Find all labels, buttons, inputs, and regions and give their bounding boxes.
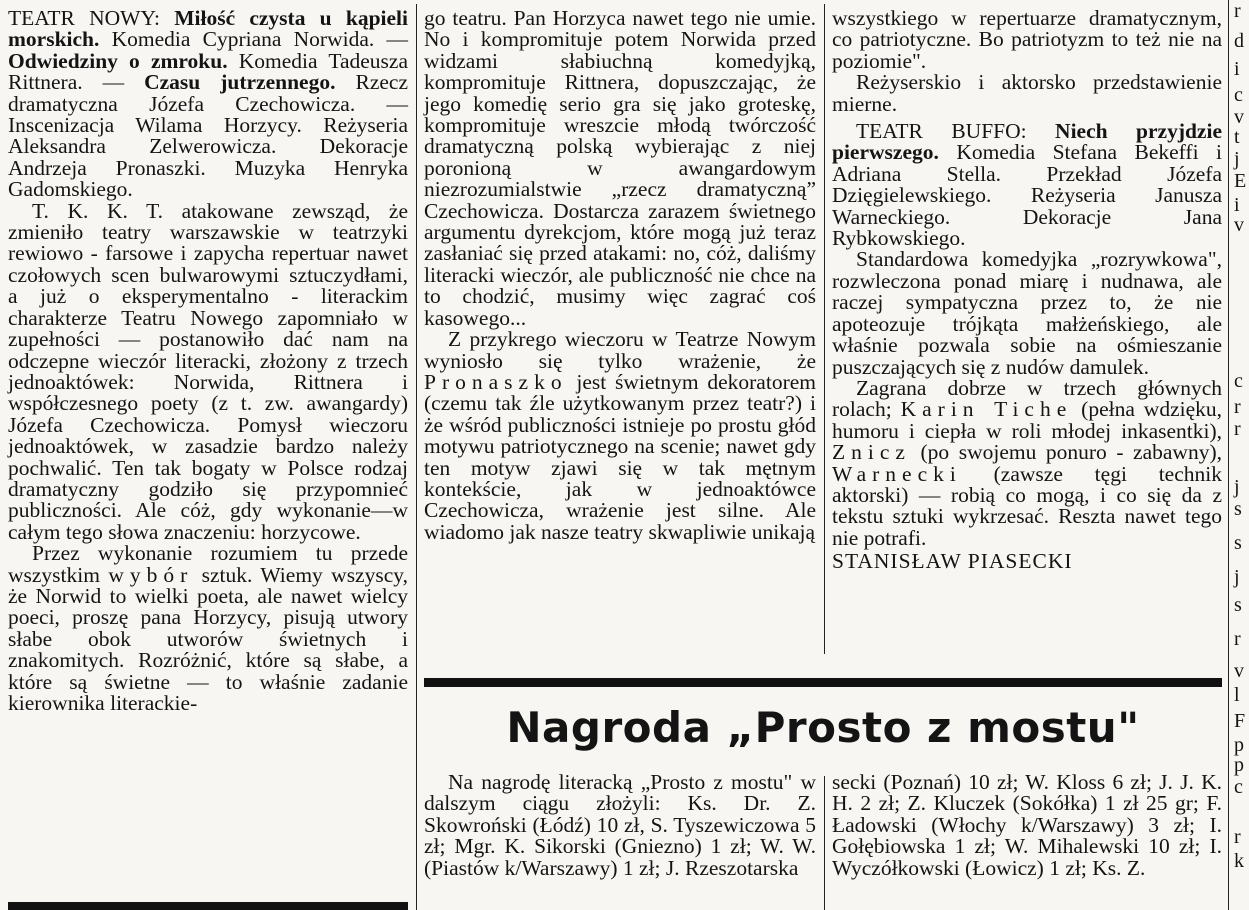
section-divider-bar (8, 902, 408, 910)
edge-fragment: s (1234, 532, 1242, 554)
paragraph: T. K. K. T. atakowane zewsząd, że zmieniło teatry warszawskie w teatrzyki rewiowo - farsowe i zapycha repertuar nawet czołowych scen bulwarowymi sztuczydłami, a już o eksperymentalno - literackim charakterze Teatru Nowego zapomniało w zupełności — postanowiło dać nam na odczepne wieczór literacki, złożony z trzech jednoaktówek: Norwida, Rittnera i współczesnego poety (z t. zw. awangardy) Józefa Czechowicza. Pomysł wieczoru jednoaktówek, w zasadzie bardzo należy pochwalić. Ten tak bogaty w Polsce rodzaj dramatyczny godziło się przypomnieć publiczności. Ale cóż, gdy wykonanie—w całym tego słowa znaczeniu: horzycowe. (8, 198, 408, 544)
text: Przez wykonanie rozumiem tu przede wszystkim (8, 541, 408, 587)
edge-fragment: k (1234, 850, 1244, 872)
paragraph: Na nagrodę literacką „Prosto z mostu" w dalszym ciągu złożyli: Ks. Dr. Z. Skowroński (Łódź) 10 zł, S. Tyszewiczowa 5 zł; Mgr. K. Sikorski (Gniezno) 1 zł; W. W. (Piastów k/Warszawy) 1 zł; J. Rzeszotarska (424, 770, 816, 880)
paragraph: wszystkiego w repertuarze dramatycznym, co patriotyczne. Bo patriotyzm to też nie na poziomie". (832, 6, 1222, 73)
text: TEATR NOWY: (8, 6, 175, 30)
text: Komedia Tadeusza Rittnera. — (8, 48, 408, 95)
edge-fragment: i (1234, 58, 1240, 80)
edge-fragment: c (1234, 84, 1243, 106)
spaced-emphasis: Warnecki (832, 461, 962, 486)
paragraph (832, 375, 1222, 550)
edge-fragment: t (1234, 126, 1240, 148)
text: (zawsze tęgi technik aktorski) — robią co mogą, i co się da z tekstu sztuki wykrzesać. Reszta nawet tego nie potrafi. (832, 461, 1222, 550)
edge-fragment: r (1234, 396, 1241, 418)
edge-fragment: c (1234, 776, 1243, 798)
edge-fragment: d (1234, 30, 1244, 52)
paragraph: Reżyserskio i aktorsko przedstawienie mierne. (832, 70, 1222, 116)
edge-fragment: r (1234, 418, 1241, 440)
column-rule (1228, 0, 1229, 910)
edge-fragment: s (1234, 498, 1242, 520)
edge-fragment: j (1234, 566, 1240, 588)
paragraph (424, 329, 816, 543)
text: sztuk. Wiemy wszyscy, że Norwid to wielki poeta, ale nawet wielcy poeci, proszę pana Horzycy, pisują utwory słabe obok utworów świetnych i znakomitych. Rozróżnić, które są słabe, a które są świetne — to właśnie zadanie kierownika literackie- (8, 562, 408, 715)
edge-fragment: r (1234, 628, 1241, 650)
paragraph: Standardowa komedyjka „rozrywkowa", rozwleczona ponad miarę i nudnawa, ale raczej sympatyczna przez to, że nie apoteozuje trójkąta małżeńskiego, ale właśnie pozwala sobie na ośmieszanie puszczających się z nudów damulek. (832, 247, 1222, 379)
edge-fragment: E (1234, 170, 1247, 192)
text: (pełna wdzięku, humoru i ciepła w roli młodej inkasentki), (832, 397, 1222, 443)
play-title: Niech przyjdzie pierwszego. (832, 119, 1222, 165)
author-signature: STANISŁAW PIASECKI (832, 549, 1073, 574)
edge-fragment: v (1234, 106, 1244, 128)
paragraph (8, 543, 408, 714)
edge-fragment: j (1234, 476, 1240, 498)
edge-fragment: v (1234, 660, 1244, 682)
edge-fragment: r (1234, 826, 1241, 848)
text: (po swojemu ponuro - zabawny), (910, 440, 1222, 465)
column-rule (824, 776, 825, 910)
edge-fragment: i (1234, 194, 1240, 216)
edge-fragment: p (1234, 754, 1244, 776)
prize-column-1 (424, 772, 816, 879)
paragraph-teatr-buffo-listing (832, 121, 1222, 249)
edge-fragment: F (1234, 710, 1246, 732)
paragraph: go teatru. Pan Horzyca nawet tego nie umie. No i kompromituje potem Norwida przed widzami słabiuchną komedyjką, kompromituje Rittnera, dopuszczając, że jego komedię serio gra się jako groteskę, kompromituje wreszcie młodą twórczość dramatyczną polską wybierając z niej poronioną w awangardowym niezrozumialstwie „rzecz dramatyczną” Czechowicza. Dostarcza zarazem świetnego argumentu dyrekcjom, które mogą już teraz zasłaniać się przed atakami: no, cóż, daliśmy literacki wieczór, ale publiczność nie chce na to chodzić, musimy więc zagrać coś kasowego... (424, 6, 816, 330)
article-column-3 (832, 8, 1222, 573)
text: Z przykrego wieczoru w Teatrze Nowym wyniosło się tylko wrażenie, że (424, 327, 816, 373)
play-title: Miłość czysta u kąpieli morskich. (8, 6, 408, 52)
edge-fragment: c (1234, 370, 1243, 392)
section-divider-bar (424, 678, 1222, 687)
column-rule (824, 4, 825, 654)
article-column-1 (8, 8, 408, 714)
paragraph-teatr-nowy-listing (8, 8, 408, 201)
edge-fragment: p (1234, 734, 1244, 756)
spaced-emphasis: Karin Tiche (900, 397, 1073, 422)
edge-fragment: r (1234, 0, 1241, 22)
play-title: Czasu jutrzennego. (144, 70, 336, 95)
text: Zagrana dobrze w trzech głównych rolach; (832, 375, 1222, 422)
text: TEATR BUFFO: (856, 119, 1056, 144)
text: Komedia Cypriana Norwida. — (99, 27, 408, 52)
article-column-2 (424, 8, 816, 543)
play-title: Odwiedziny o zmroku. (8, 48, 228, 73)
spaced-emphasis: wybór (108, 562, 194, 587)
paragraph: secki (Poznań) 10 zł; W. Kloss 6 zł; J. J. K. H. 2 zł; Z. Kluczek (Sokółka) 1 zł 25 gr; F. Ładowski (Włochy k/Warszawy) 3 zł; I. Gołębiowska 1 zł; W. Mihalewski 10 zł; I. Wyczółkowski (Łowicz) 1 zł; Ks. Z. (832, 770, 1222, 880)
column-rule (416, 4, 417, 910)
edge-fragment: s (1234, 594, 1242, 616)
edge-fragment: j (1234, 148, 1240, 170)
spaced-emphasis: Znicz (832, 440, 911, 465)
clipped-adjacent-column (1232, 0, 1249, 910)
edge-fragment: v (1234, 214, 1244, 236)
prize-column-2 (832, 772, 1222, 879)
spaced-emphasis: Pronaszko (424, 369, 568, 394)
text: Rzecz dramatyczna Józefa Czechowicza. — Inscenizacja Wilama Horzycy. Reżyseria Aleksandra Zelwerowicza. Dekoracje Andrzeja Pronaszki. Muzyka Henryka Gadomskiego. (8, 70, 408, 202)
edge-fragment: l (1234, 684, 1240, 706)
text: Komedia Stefana Bekeffi i Adriana Stella. Przekład Józefa Dzięgielewskiego. Reżyseria Janusza Warneckiego. Dekoracje Jana Rybkowskiego. (832, 140, 1222, 251)
text: jest świetnym dekoratorem (czemu tak źle użytkowanym przez teatr?) i że wśród publiczności istnieje po prostu głód motywu patriotycznego na scenie; nawet gdy ten motyw zjawi się w tak mętnym kontekście, jak w jednoaktówce Czechowicza, wrażenie jest silne. Ale wiadomo jak nasze teatry skwapliwie unikają (424, 369, 816, 544)
headline: Nagroda „Prosto z mostu" (506, 703, 1140, 752)
